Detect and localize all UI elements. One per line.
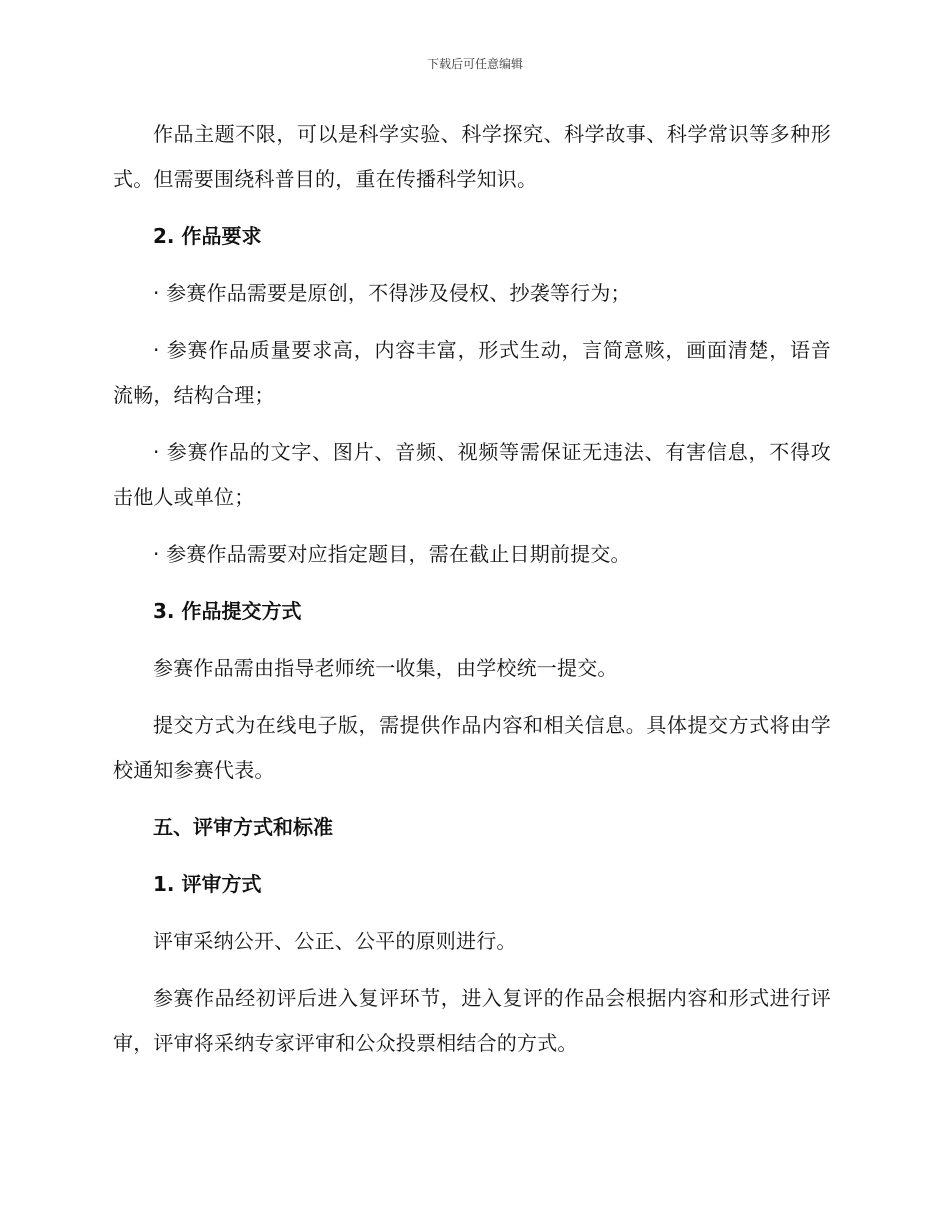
theme-paragraph: 作品主题不限，可以是科学实验、科学探究、科学故事、科学常识等多种形式。但需要围绕科普目的，重在传播科学知识。 (113, 122, 831, 191)
page-header: 下载后可任意编辑 (426, 57, 523, 71)
submission-paragraph: 参赛作品需由指导老师统一收集，由学校统一提交。 (153, 656, 618, 680)
review-paragraph: 评审采纳公开、公正、公平的原则进行。 (153, 929, 517, 953)
submission-paragraph: 提交方式为在线电子版，需提供作品内容和相关信息。具体提交方式将由学校通知参赛代表。 (113, 713, 831, 782)
requirement-item: · 参赛作品的文字、图片、音频、视频等需保证无违法、有害信息，不得攻击他人或单位； (113, 440, 831, 509)
requirement-item: · 参赛作品需要是原创，不得涉及侵权、抄袭等行为； (153, 281, 631, 305)
requirements-heading: 2. 作品要求 (153, 224, 262, 248)
section-five-heading: 五、评审方式和标准 (153, 815, 333, 839)
requirement-item: · 参赛作品质量要求高，内容丰富，形式生动，言简意赅，画面清楚，语音流畅，结构合理； (113, 338, 831, 407)
requirement-item: · 参赛作品需要对应指定题目，需在截止日期前提交。 (153, 542, 631, 566)
submission-heading: 3. 作品提交方式 (153, 599, 302, 623)
review-method-heading: 1. 评审方式 (153, 872, 262, 896)
document-body (113, 112, 831, 1078)
review-paragraph: 参赛作品经初评后进入复评环节，进入复评的作品会根据内容和形式进行评审，评审将采纳专家评审和公众投票相结合的方式。 (113, 986, 831, 1055)
